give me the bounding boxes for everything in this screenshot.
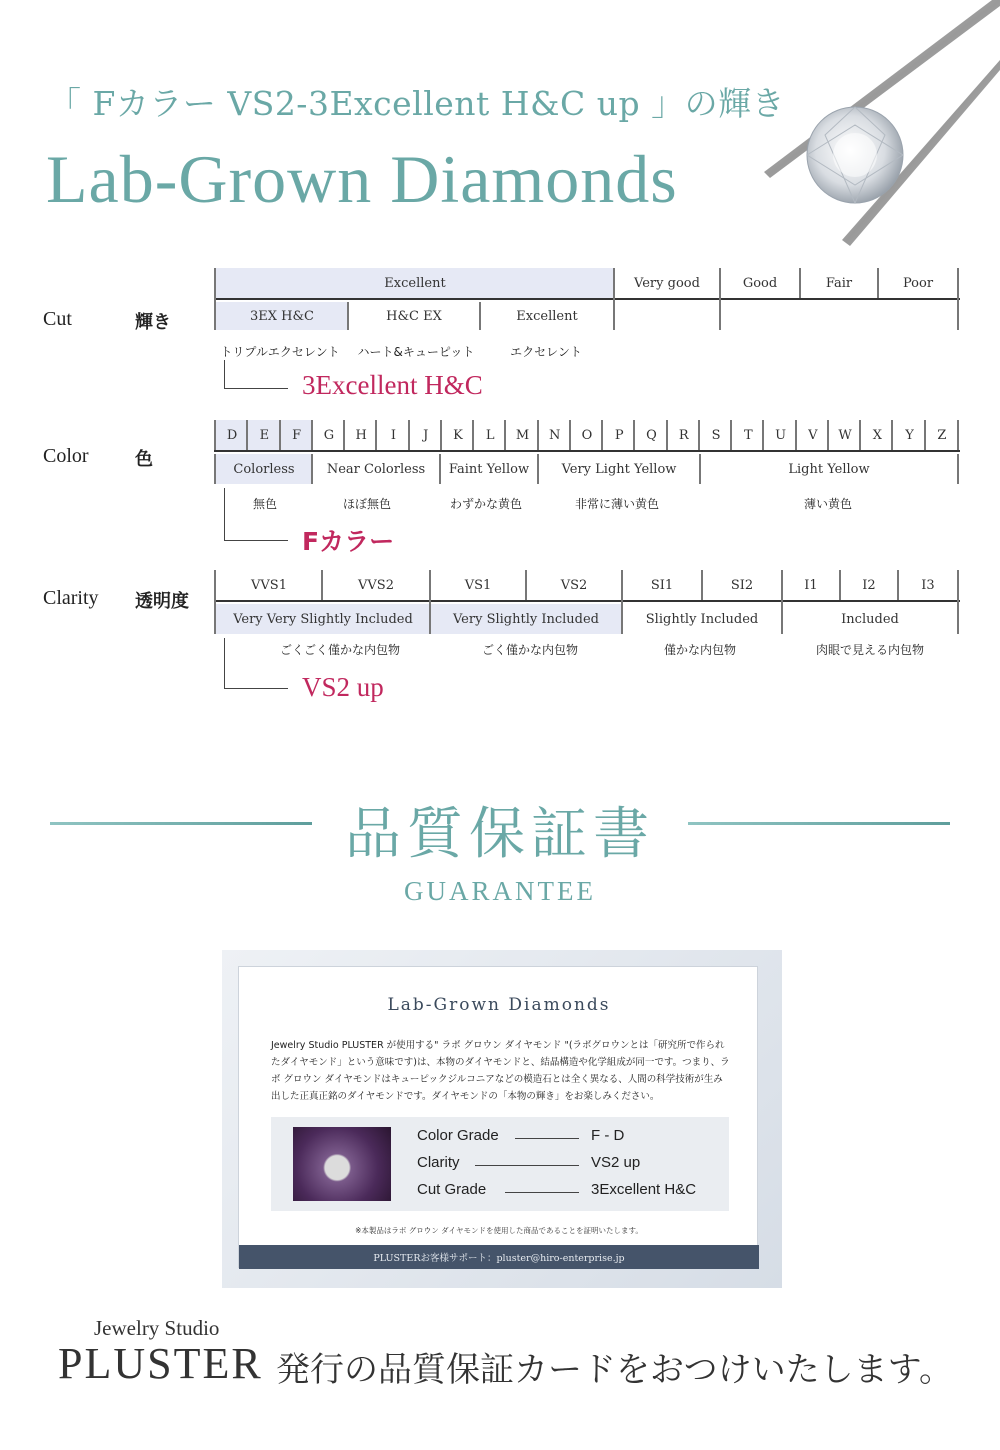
spec-value: 3Excellent H&C bbox=[591, 1181, 697, 1198]
color-label: Color bbox=[43, 445, 89, 467]
cut-desc-excellent: エクセレント bbox=[510, 345, 582, 359]
card-spec-box bbox=[271, 1117, 729, 1211]
color-letter-p: P bbox=[614, 427, 624, 443]
color-letter-o: O bbox=[581, 427, 593, 443]
color-letter-q: Q bbox=[646, 427, 657, 443]
color-letter-z: Z bbox=[937, 427, 947, 443]
card-title: Lab-Grown Diamonds bbox=[387, 995, 611, 1015]
clarity-desc-vs: ごく僅かな内包物 bbox=[481, 643, 579, 657]
clarity-i3: I3 bbox=[921, 577, 935, 593]
card-description: Jewelry Studio PLUSTER が使用する" ラボ グロウン ダイヤモンド "(ラボグロウンとは「研究所で作られたダイヤモンド」という意味です)は、本物のダイヤモンドと、結晶構造や化学組成が同一です。つまり、ラボ グロウン ダイヤモンドはキューピックジルコニアなどの模造石とは全く異なる、人間の科学技術が生み出した正真正銘のダイヤモンドです。ダイヤモンドの「本物の輝き」をお楽しみください。 bbox=[271, 1040, 730, 1102]
color-letter-r: R bbox=[678, 427, 689, 443]
color-desc-very-light: 非常に薄い黄色 bbox=[574, 497, 660, 511]
clarity-vs1: VS1 bbox=[464, 577, 492, 593]
guarantee-title: 品質保証書 bbox=[345, 802, 655, 867]
color-colorless: Colorless bbox=[216, 454, 312, 484]
color-divider bbox=[214, 450, 960, 452]
clarity-desc-si: 僅かな内包物 bbox=[663, 643, 737, 657]
guarantee-subtitle: GUARANTEE bbox=[404, 876, 596, 906]
color-desc-faint: わずかな黄色 bbox=[449, 497, 523, 511]
color-letter-j: J bbox=[423, 427, 429, 443]
cut-good: Good bbox=[742, 275, 778, 291]
clarity-label-jp: 透明度 bbox=[135, 591, 189, 612]
card-footer: PLUSTERお客様サポート：pluster@hiro-enterprise.jp bbox=[239, 1245, 759, 1269]
color-near-colorless: Near Colorless bbox=[326, 461, 426, 477]
clarity-si2: SI2 bbox=[730, 577, 754, 593]
tweezer-diamond-image bbox=[760, 0, 1000, 250]
card-note: ※本製品はラボ グロウン ダイヤモンドを使用した商品であることを証明いたします。 bbox=[355, 1226, 643, 1235]
color-desc-light: 薄い黄色 bbox=[803, 497, 853, 511]
cut-fair: Fair bbox=[825, 275, 853, 291]
clarity-i1: I1 bbox=[804, 577, 818, 593]
cut-excellent-top: Excellent bbox=[216, 268, 614, 298]
cut-excellent-sub: Excellent bbox=[516, 308, 578, 324]
color-faint-yellow: Faint Yellow bbox=[448, 461, 530, 477]
color-letter-l: L bbox=[485, 427, 495, 443]
page-title: Lab-Grown Diamonds bbox=[46, 141, 678, 217]
cut-hc-ex: H&C EX bbox=[386, 308, 442, 324]
color-letter-v: V bbox=[808, 427, 818, 443]
clarity-vvs2: VVS2 bbox=[358, 577, 394, 593]
brand-studio: Jewelry Studio bbox=[94, 1316, 220, 1340]
color-label-jp: 色 bbox=[135, 449, 153, 470]
color-letter-h: H bbox=[355, 427, 367, 443]
color-letter-d: D bbox=[216, 420, 248, 450]
spec-label: Color Grade bbox=[417, 1127, 499, 1144]
clarity-desc-vvs: ごくごく僅かな内包物 bbox=[279, 643, 401, 657]
color-letter-n: N bbox=[549, 427, 561, 443]
cut-desc-hc: ハート&キューピット bbox=[357, 345, 475, 359]
clarity-label: Clarity bbox=[43, 587, 99, 609]
cut-very-good: Very good bbox=[634, 275, 700, 291]
clarity-vs2: VS2 bbox=[560, 577, 588, 593]
clarity-i2: I2 bbox=[862, 577, 876, 593]
spec-row-color bbox=[417, 1127, 717, 1149]
color-letter-x: X bbox=[872, 427, 882, 443]
color-letter-w: W bbox=[838, 427, 852, 443]
color-desc-near-colorless: ほぼ無色 bbox=[342, 497, 392, 511]
cut-3ex-hc: 3EX H&C bbox=[216, 302, 348, 330]
spec-row-clarity bbox=[417, 1154, 717, 1176]
subtitle: 「 Fカラー VS2-3Excellent H&C up 」の輝き bbox=[48, 84, 786, 123]
color-highlight: Fカラー bbox=[302, 527, 395, 556]
clarity-si-group: Slightly Included bbox=[645, 611, 759, 627]
cut-highlight: 3Excellent H&C bbox=[302, 370, 483, 400]
color-letter-u: U bbox=[775, 427, 787, 443]
spec-row-cut bbox=[417, 1181, 717, 1203]
cut-label: Cut bbox=[43, 308, 72, 330]
clarity-vvs1: VVS1 bbox=[251, 577, 287, 593]
clarity-vvs-group: Very Very Slightly Included bbox=[216, 604, 430, 634]
clarity-divider bbox=[214, 600, 960, 602]
color-letter-t: T bbox=[743, 427, 753, 443]
color-letter-e: E bbox=[248, 420, 280, 450]
color-light-yellow: Light Yellow bbox=[788, 461, 870, 477]
clarity-highlight: VS2 up bbox=[302, 672, 384, 702]
color-desc-colorless: 無色 bbox=[252, 497, 278, 511]
cut-poor: Poor bbox=[902, 275, 934, 291]
cut-divider bbox=[214, 298, 960, 300]
color-letter-m: M bbox=[515, 427, 530, 443]
spec-value: VS2 up bbox=[591, 1154, 641, 1171]
diamond-photo bbox=[293, 1127, 391, 1201]
color-very-light-yellow: Very Light Yellow bbox=[561, 461, 677, 477]
clarity-i-group: Included bbox=[841, 611, 899, 627]
brand-logo: PLUSTER bbox=[58, 1339, 263, 1388]
guarantee-card bbox=[238, 966, 758, 1268]
color-letter-f: F bbox=[281, 420, 313, 450]
clarity-vs-group: Very Slightly Included bbox=[430, 604, 622, 634]
cut-label-jp: 輝き bbox=[135, 312, 171, 333]
color-letter-i: I bbox=[390, 427, 396, 443]
spec-value: F - D bbox=[591, 1127, 625, 1144]
color-letter-g: G bbox=[323, 427, 335, 443]
cut-desc-triple: トリプルエクセレント bbox=[220, 345, 340, 359]
spec-label: Clarity bbox=[417, 1154, 460, 1171]
clarity-si1: SI1 bbox=[650, 577, 674, 593]
color-letter-k: K bbox=[453, 427, 463, 443]
spec-label: Cut Grade bbox=[417, 1181, 487, 1198]
color-letter-s: S bbox=[711, 427, 721, 443]
bottom-message: 発行の品質保証カードをおつけいたします。 bbox=[276, 1350, 953, 1390]
clarity-desc-i: 肉眼で見える内包物 bbox=[815, 643, 925, 657]
color-letter-y: Y bbox=[905, 427, 914, 443]
